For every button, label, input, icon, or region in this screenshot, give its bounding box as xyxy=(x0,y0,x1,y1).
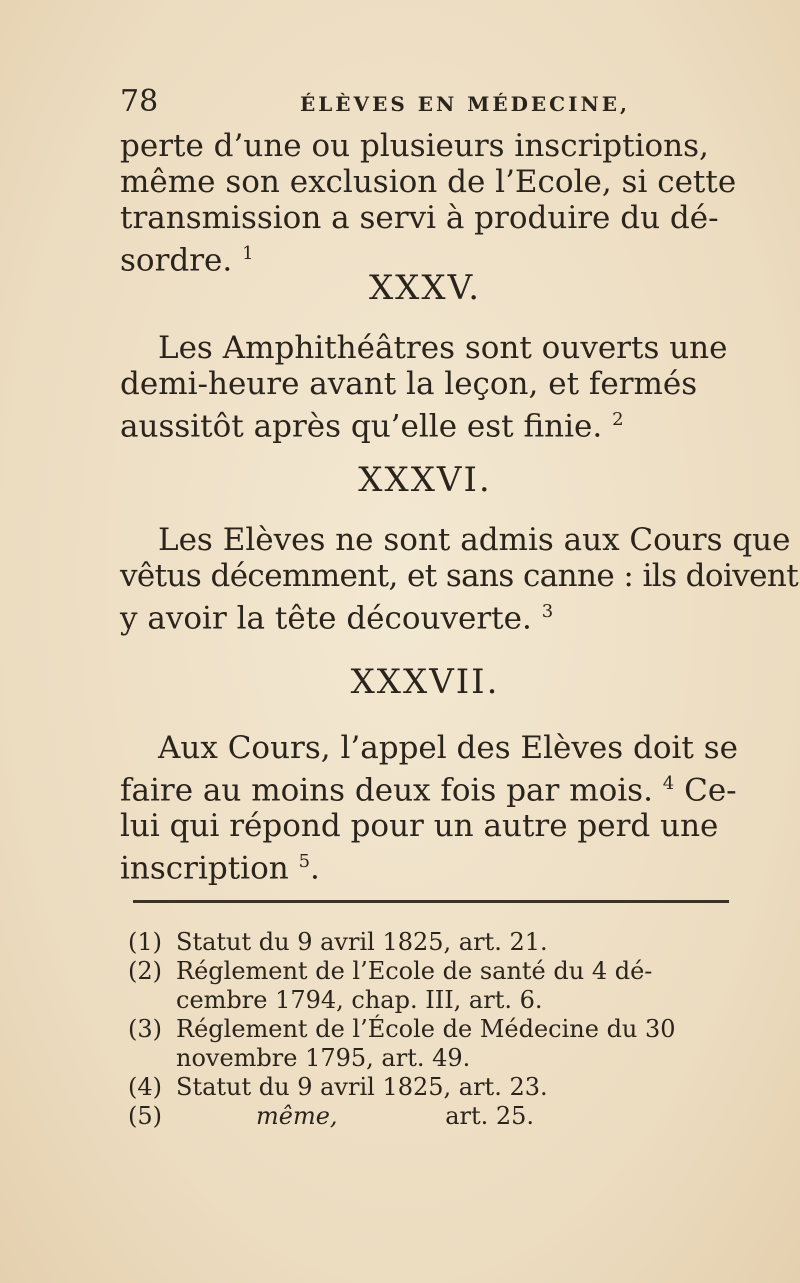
page-number: 78 xyxy=(120,84,159,119)
article-xxxv-text xyxy=(120,330,730,444)
text-line: Aux Cours, l’appel des Elèves doit se xyxy=(158,730,738,766)
text-line: demi-heure avant la leçon, et fermés xyxy=(120,366,698,402)
footnote-number: (4) xyxy=(128,1073,162,1101)
text-line: Ce- xyxy=(684,772,737,809)
footnote-item xyxy=(128,1073,728,1102)
running-title: ÉLÈVES EN MÉDECINE, xyxy=(300,92,630,116)
footnote-number: (2) xyxy=(128,957,162,985)
footnote-ref: 5 xyxy=(298,851,311,873)
text-line: vêtus décemment, et sans canne : ils doivent xyxy=(120,558,799,594)
text-line: y avoir la tête découverte. xyxy=(120,600,532,637)
footnote-ref: 4 xyxy=(662,773,675,794)
text-line: Les Elèves ne sont admis aux Cours que xyxy=(158,522,791,558)
article-xxxvi-text xyxy=(120,522,799,637)
footnote-text: Statut du 9 avril 1825, art. 21. xyxy=(176,928,548,956)
footnote-text: Réglement de l’École de Médecine du 30 xyxy=(176,1015,676,1043)
text-line: lui qui répond pour un autre perd une xyxy=(120,808,719,845)
page-header xyxy=(120,84,730,124)
footnote-ref: 1 xyxy=(242,243,254,264)
article-xxxvii xyxy=(120,662,730,702)
footnote-item xyxy=(128,928,728,957)
text-line: transmission a servi à produire du dé- xyxy=(120,200,719,236)
footnote-item xyxy=(128,957,728,1015)
footnote-text: novembre 1795, art. 49. xyxy=(176,1044,471,1072)
article-xxxv xyxy=(120,268,730,308)
text-line: perte d’une ou plusieurs inscriptions, xyxy=(120,128,709,164)
footnote-number: (5) xyxy=(128,1102,162,1130)
article-heading: XXXV. xyxy=(368,268,482,308)
article-xxxvi xyxy=(120,460,730,500)
footnote-text: art. 25. xyxy=(445,1102,535,1130)
intro-paragraph xyxy=(120,128,737,279)
text-line: même son exclusion de l’Ecole, si cette xyxy=(120,164,737,200)
footnote-text: Statut du 9 avril 1825, art. 23. xyxy=(176,1073,548,1101)
text-line: Les Amphithéâtres sont ouverts une xyxy=(158,330,728,366)
footnote-number: (1) xyxy=(128,928,162,956)
footnote-item xyxy=(128,1102,728,1131)
footnote-text: Réglement de l’Ecole de santé du 4 dé- xyxy=(176,957,653,985)
footnotes xyxy=(128,928,728,1131)
footnote-divider xyxy=(133,900,729,903)
text-line: sordre. xyxy=(120,242,233,279)
article-xxxvii-text: Aux Cours, l’appel des Elèves doit se faire au moins deux fois par mois. $^4$ Ce- lui qui répond pour un autre perd une inscription $^5$. xyxy=(120,730,738,887)
text-line: aussitôt après qu’elle est finie. xyxy=(120,408,603,445)
article-heading: XXXVI. xyxy=(358,460,492,500)
footnote-text: cembre 1794, chap. III, art. 6. xyxy=(176,986,543,1014)
text-line: faire au moins deux fois par mois. xyxy=(120,772,653,809)
footnote-ref: 3 xyxy=(541,601,554,622)
article-heading: XXXVII. xyxy=(350,662,500,702)
text-line: inscription xyxy=(120,850,289,887)
footnote-ref: 2 xyxy=(612,409,624,430)
footnote-number: (3) xyxy=(128,1015,162,1043)
footnote-text: même, xyxy=(256,1102,338,1130)
footnote-item xyxy=(128,1015,728,1073)
